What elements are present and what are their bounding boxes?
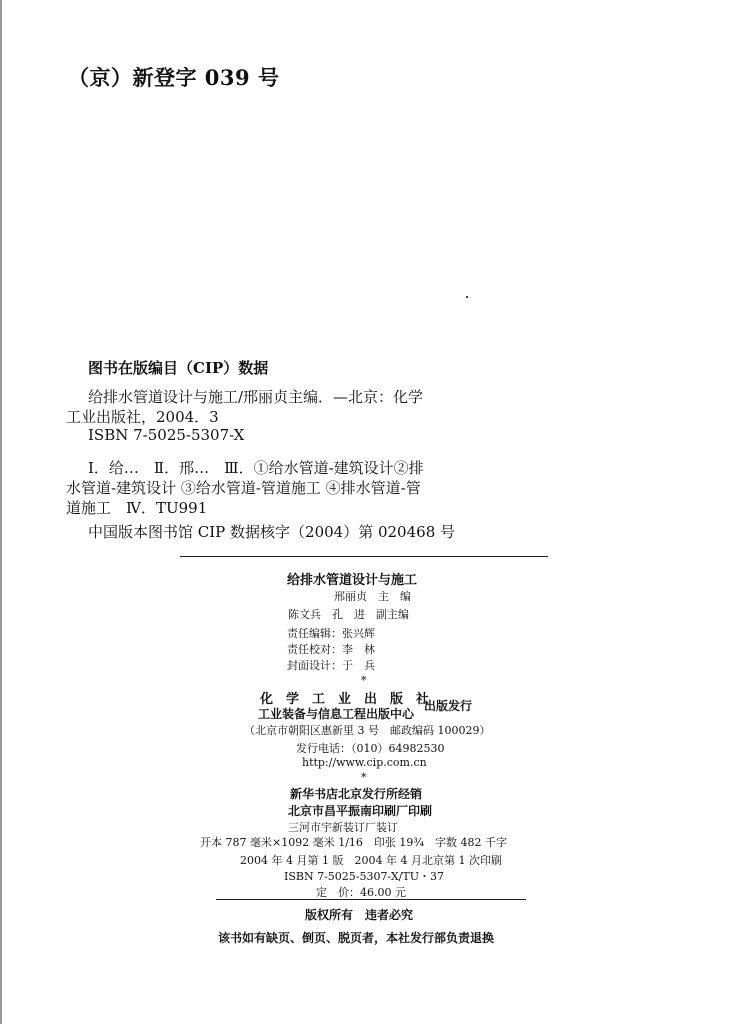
cover-design: 封面设计：于 兵 [287,659,375,672]
printer: 北京市昌平振南印刷厂印刷 [288,804,433,818]
copyright-notice: 版权所有 违者必究 [305,908,414,922]
cip-subject-line-2: 水管道-建筑设计 ③给水管道-管道施工 ④排水管道-管 [66,479,421,497]
publisher: 化 学 工 业 出 版 社 [260,692,430,707]
cip-record-line-2: 工业出版社，2004．3 [66,408,219,426]
colophon-bottom-rule [216,899,526,900]
publisher-division: 工业装备与信息工程出版中心 [258,707,415,721]
publish-issue: 出版发行 [424,699,473,713]
registration-number: （京）新登字 039 号 [68,65,280,90]
publisher-address: （北京市朝阳区惠新里 3 号 邮政编码 100029） [244,724,491,737]
publisher-website: http://www.cip.com.cn [302,756,427,769]
cip-heading: 图书在版编目（CIP）数据 [88,359,269,377]
stray-mark [466,296,468,298]
book-format: 开本 787 毫米×1092 毫米 1/16 印张 19¾ 字数 482 千字 [200,836,508,849]
proofreader: 责任校对：李 林 [287,643,375,656]
responsible-editor: 责任编辑：张兴辉 [287,627,375,640]
edition-info: 2004 年 4 月第 1 版 2004 年 4 月北京第 1 次印刷 [240,854,502,867]
price: 定 价：46.00 元 [316,886,406,899]
page-left-edge [0,0,2,1024]
isbn-classification: ISBN 7-5025-5307-X/TU・37 [284,870,444,883]
cip-record-line-1: 给排水管道设计与施工/邢丽贞主编．—北京：化学 [88,388,424,406]
book-title: 给排水管道设计与施工 [287,573,418,588]
separator-star-2: * [361,771,367,784]
publisher-phone: 发行电话：（010）64982530 [296,742,445,755]
binder: 三河市宇新装订厂装订 [288,821,398,834]
defect-return-notice: 该书如有缺页、倒页、脱页者，本社发行部负责退换 [218,931,495,945]
deputy-editors: 陈文兵 孔 进 副主编 [288,608,409,621]
chief-editor: 邢丽贞 主 编 [334,590,411,603]
colophon-top-rule [180,556,548,557]
cip-subject-line-3: 道施工 Ⅳ．TU991 [66,499,208,517]
separator-star-1: * [361,674,367,687]
cip-subject-line-1: Ⅰ．给… Ⅱ．邢… Ⅲ．①给水管道-建筑设计②排 [88,459,424,477]
distributor: 新华书店北京发行所经销 [290,787,423,801]
cip-core-data: 中国版本图书馆 CIP 数据核字（2004）第 020468 号 [88,523,456,541]
cip-isbn: ISBN 7-5025-5307-X [88,426,245,444]
